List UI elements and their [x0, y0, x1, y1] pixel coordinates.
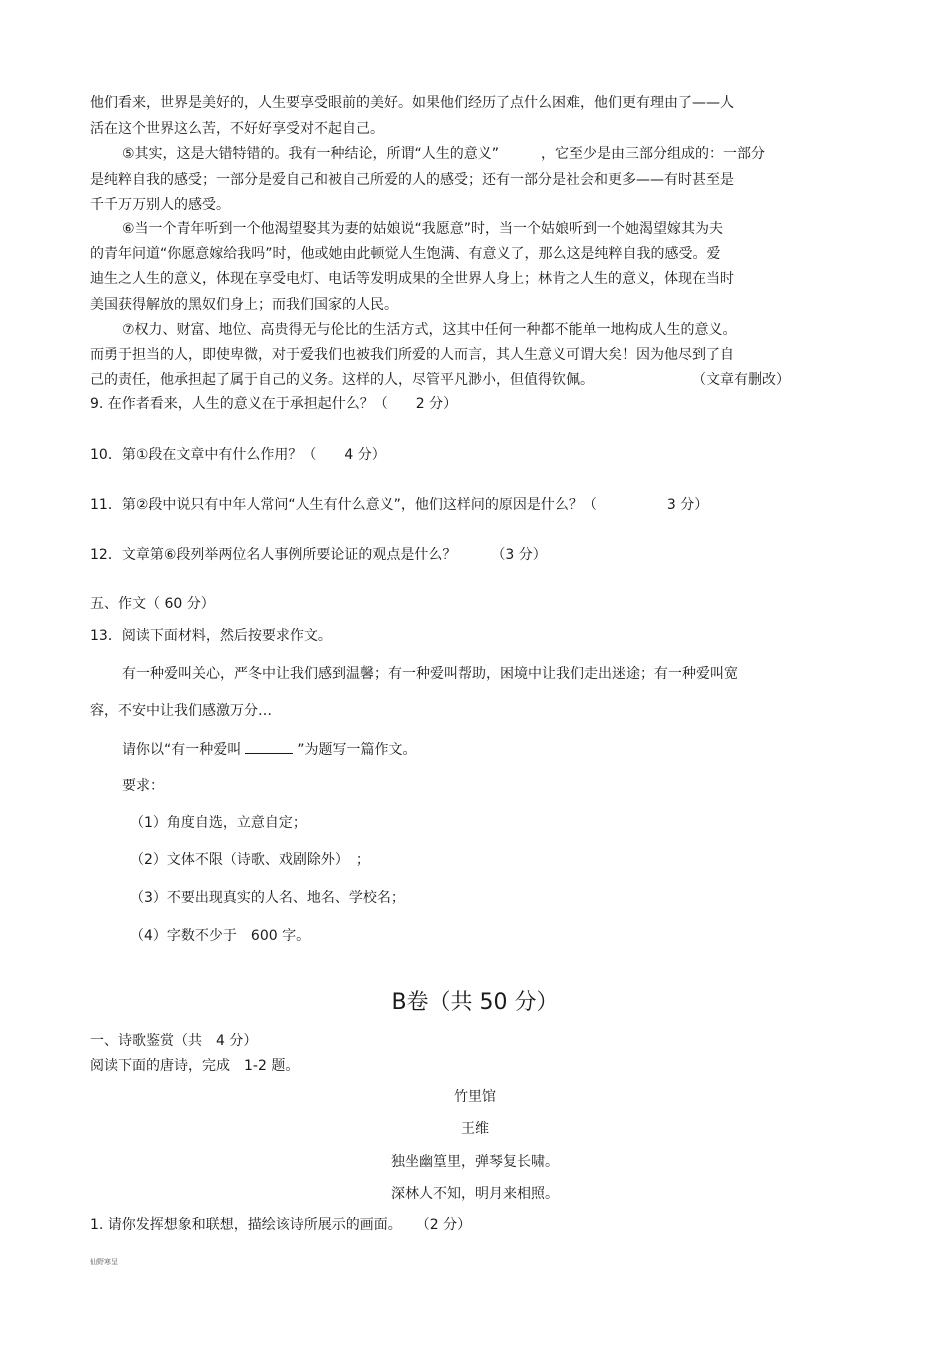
- passage-line-10: ⑦权力、财富、地位、高贵得无与伦比的生活方式，这其中任何一种都不能单一地构成人生的意义。: [122, 322, 737, 338]
- composition-prompt: [122, 739, 417, 759]
- question-12: 12．文章第⑥段列举两位名人事例所要论证的观点是什么？ （3 分）: [90, 547, 547, 563]
- requirement-2: （2）文体不限（诗歌、戏剧除外） ；: [130, 852, 370, 868]
- poem-author: 王维: [461, 1121, 489, 1137]
- passage-source-note: （文章有删改）: [692, 372, 790, 388]
- requirement-4: （4）字数不少于 600 字。: [130, 928, 311, 944]
- poetry-section-heading: 一、诗歌鉴赏（共 4 分）: [90, 1033, 258, 1049]
- material-line-2: 容，不安中让我们感激万分…: [90, 703, 272, 719]
- requirement-1: （1）角度自选，立意自定；: [130, 815, 307, 831]
- question-11: 11．第②段中说只有中年人常问“人生有什么意义”，他们这样问的原因是什么？（ 3 分）: [90, 497, 709, 513]
- prompt-text-after: ”为题写一篇作文。: [297, 742, 417, 758]
- passage-line-5: 千千万万别人的感受。: [90, 197, 230, 213]
- prompt-text-before: 请你以“有一种爱叫: [122, 742, 242, 758]
- question-13: 13．阅读下面材料，然后按要求作文。: [90, 628, 332, 644]
- part-b-title: B卷（共 50 分）: [391, 990, 559, 1015]
- passage-line-3: ⑤其实，这是大错特错的。我有一种结论，所谓“人生的意义” ，它至少是由三部分组成的：一部分: [122, 146, 766, 162]
- passage-line-1: 他们看来，世界是美好的，人生要享受眼前的美好。如果他们经历了点什么困难，他们更有理由了——人: [90, 95, 734, 111]
- poem-title: 竹里馆: [454, 1089, 496, 1105]
- passage-line-12: 己的责任，他承担起了属于自己的义务。这样的人，尽管平凡渺小，但值得钦佩。: [90, 372, 594, 388]
- passage-line-8: 迪生之人生的意义，体现在享受电灯、电话等发明成果的全世界人身上；林肯之人生的意义，体现在当时: [90, 271, 734, 287]
- page-footer-text: 仙野寒呈: [90, 1258, 118, 1266]
- title-blank: [245, 739, 293, 754]
- passage-line-2: 活在这个世界这么苦，不好好享受对不起自己。: [90, 121, 384, 137]
- poetry-question-1: 1. 请你发挥想象和联想，描绘该诗所展示的画面。 （2 分）: [90, 1217, 472, 1233]
- question-10: 10．第①段在文章中有什么作用？（ 4 分）: [90, 447, 386, 463]
- composition-section-heading: 五、作文（ 60 分）: [90, 596, 215, 612]
- passage-line-7: 的青年问道“你愿意嫁给我吗”时，他或她由此顿觉人生饱满、有意义了，那么这是纯粹自我的感受。爱: [90, 246, 721, 262]
- requirements-label: 要求：: [122, 778, 164, 794]
- poetry-instruction: 阅读下面的唐诗，完成 1-2 题。: [90, 1058, 300, 1074]
- poem-line-2: 深林人不知，明月来相照。: [391, 1186, 559, 1202]
- passage-line-11: 而勇于担当的人，即使卑微，对于爱我们也被我们所爱的人而言，其人生意义可谓大矣！因为他尽到了自: [90, 347, 734, 363]
- passage-line-9: 美国获得解放的黑奴们身上；而我们国家的人民。: [90, 297, 398, 313]
- requirement-3: （3）不要出现真实的人名、地名、学校名；: [130, 890, 405, 906]
- passage-line-6: ⑥当一个青年听到一个他渴望娶其为妻的姑娘说“我愿意”时，当一个姑娘听到一个她渴望嫁其为夫: [122, 221, 724, 237]
- question-9: 9. 在作者看来，人生的意义在于承担起什么？（ 2 分）: [90, 396, 458, 412]
- material-line-1: 有一种爱叫关心，严冬中让我们感到温馨；有一种爱叫帮助，困境中让我们走出迷途；有一种爱叫宽: [122, 666, 738, 682]
- poem-line-1: 独坐幽篁里，弹琴复长啸。: [391, 1154, 559, 1170]
- passage-line-4: 是纯粹自我的感受；一部分是爱自己和被自己所爱的人的感受；还有一部分是社会和更多——有时甚至是: [90, 172, 734, 188]
